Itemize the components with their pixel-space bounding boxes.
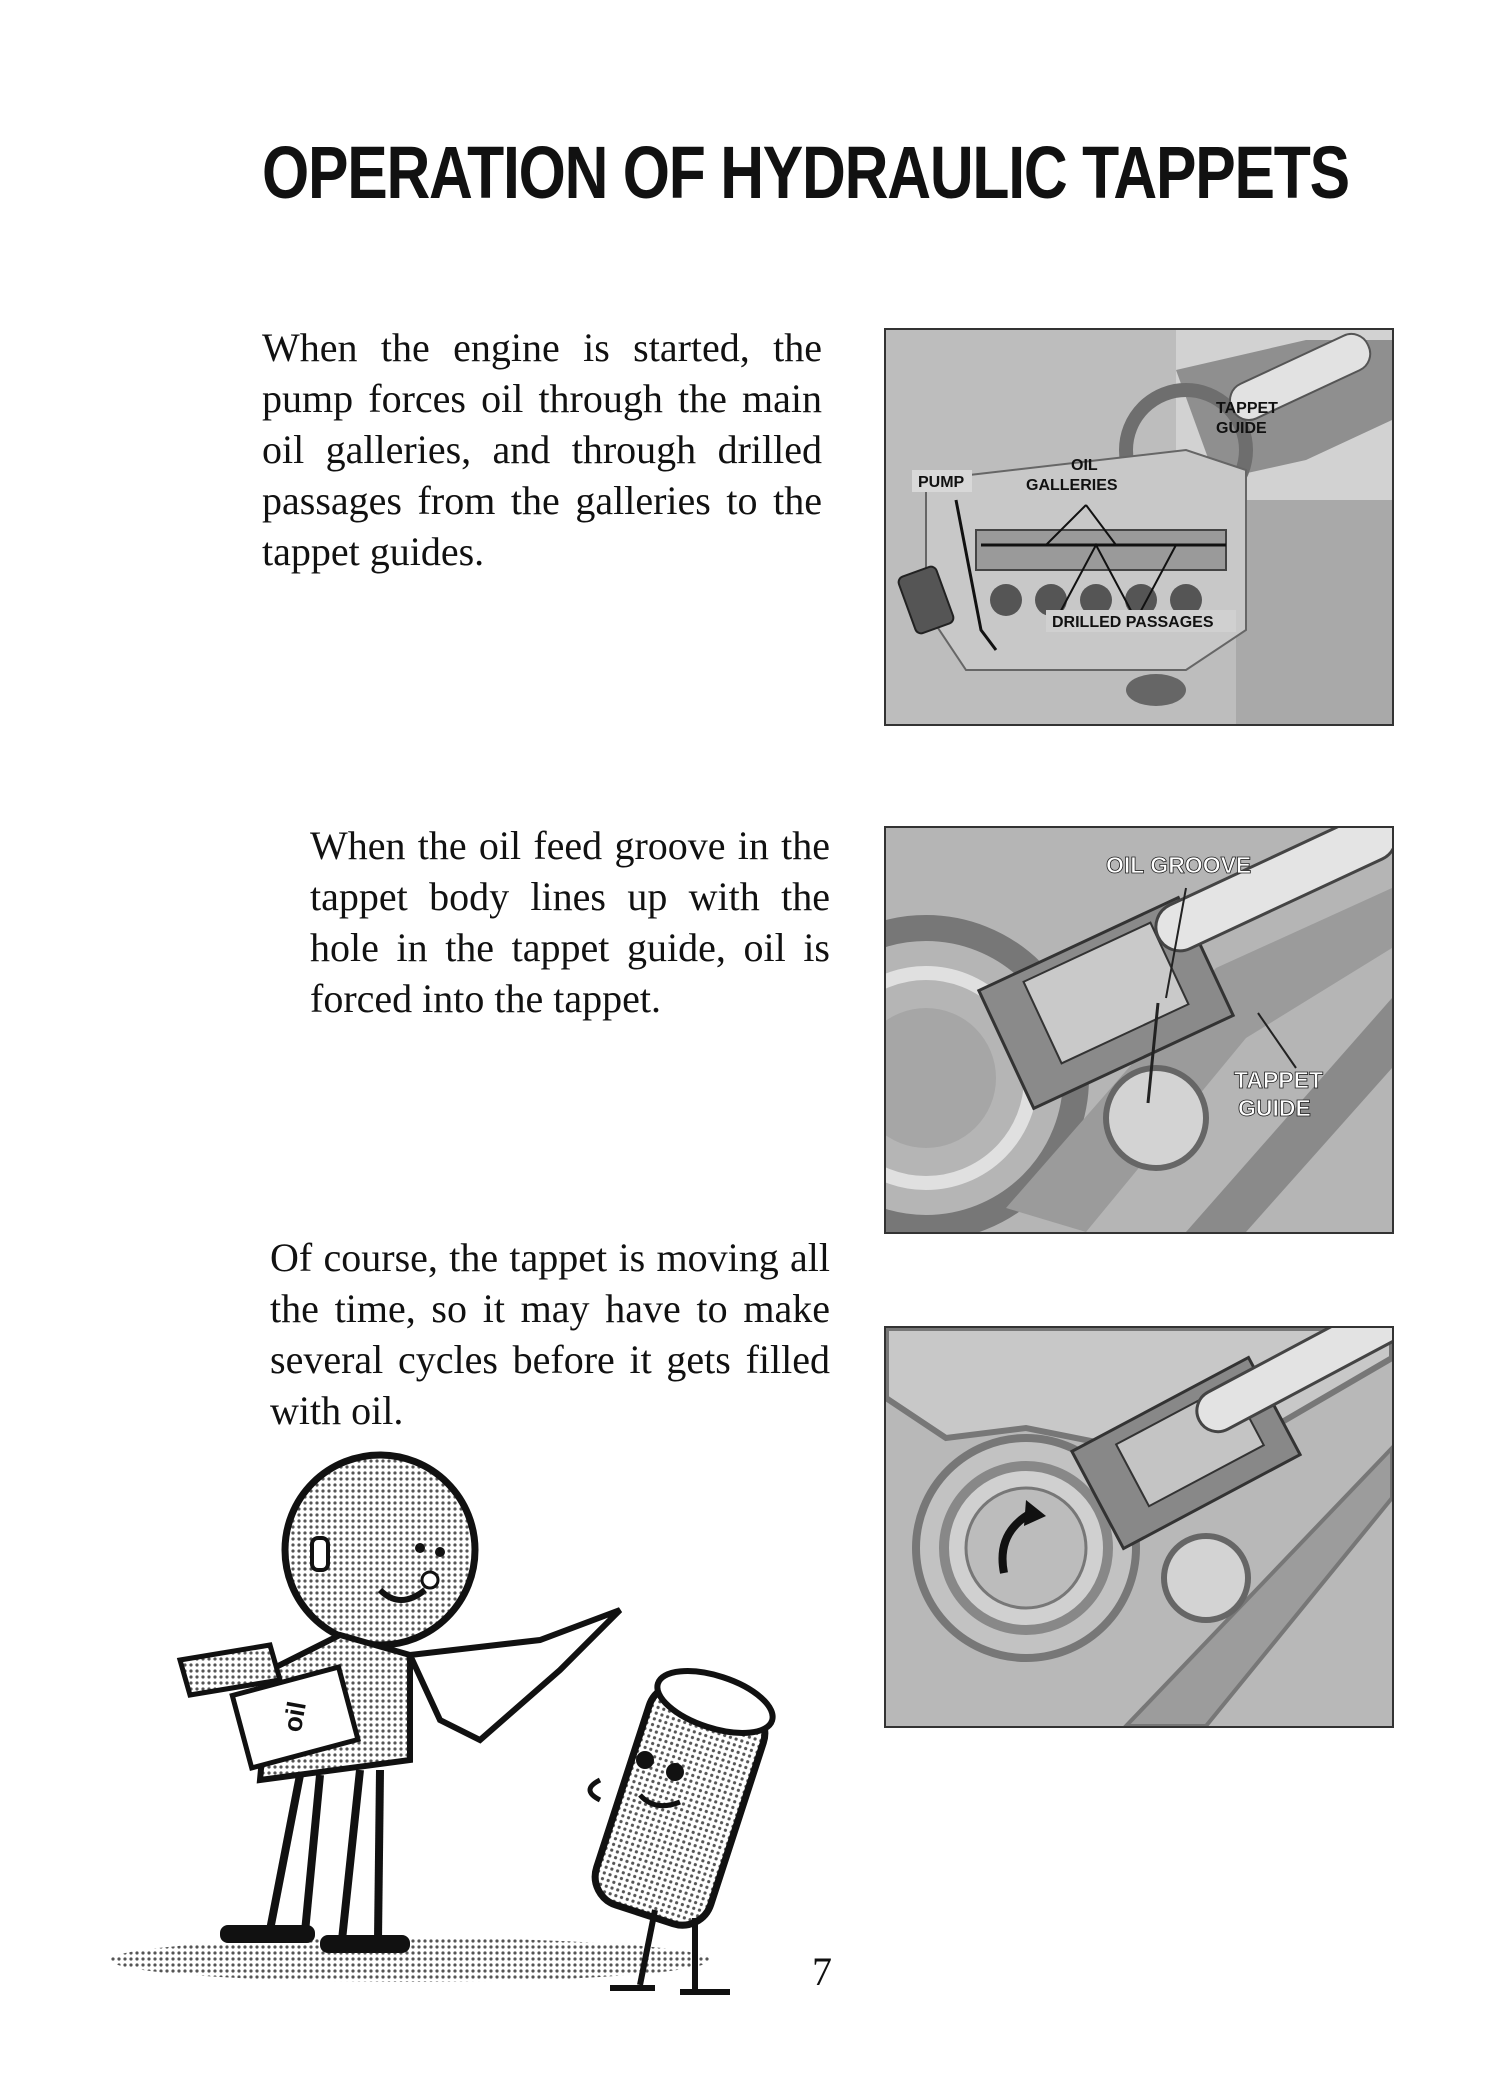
tappet-character: [587, 1659, 780, 1992]
oil-groove-illustration: [886, 828, 1392, 1232]
label-drilled-passages: DRILLED PASSAGES: [1052, 614, 1214, 631]
label-oil: OIL: [1071, 457, 1098, 474]
oil-drop-character: [180, 1455, 620, 1953]
label-galleries: GALLERIES: [1026, 477, 1118, 494]
page-number: 7: [812, 1949, 832, 1994]
oil-drop-and-tappet-cartoon: [80, 1440, 840, 2020]
label-tappet: TAPPET: [1234, 1067, 1324, 1093]
tappet-cycle-illustration: [886, 1328, 1392, 1726]
label-pump: PUMP: [918, 474, 965, 491]
paragraph-oil-flow: When the engine is started, the pump forces oil through the main oil galleries, and through drilled passages from the galleries to the tappet guides.: [262, 325, 822, 574]
paragraph-oil-groove: When the oil feed groove in the tappet body lines up with the hole in the tappet guide, oil is forced into the tappet.: [310, 823, 830, 1021]
label-tappet-inset: TAPPET: [1216, 400, 1278, 417]
page-title: OPERATION OF HYDRAULIC TAPPETS: [262, 131, 1349, 214]
oil-groove-figure: [884, 826, 1394, 1234]
label-oil-groove: OIL GROOVE: [1106, 852, 1252, 878]
oil-can-label: oil: [277, 1699, 312, 1735]
engine-cutaway-figure: [884, 328, 1394, 726]
tappet-cycle-figure: [884, 1326, 1394, 1728]
label-guide-inset: GUIDE: [1216, 420, 1267, 437]
paragraph-tappet-cycles: Of course, the tappet is moving all the time, so it may have to make several cycles before it gets filled with oil.: [270, 1235, 830, 1433]
label-guide: GUIDE: [1238, 1095, 1311, 1121]
engine-cutaway-illustration: [886, 330, 1392, 724]
